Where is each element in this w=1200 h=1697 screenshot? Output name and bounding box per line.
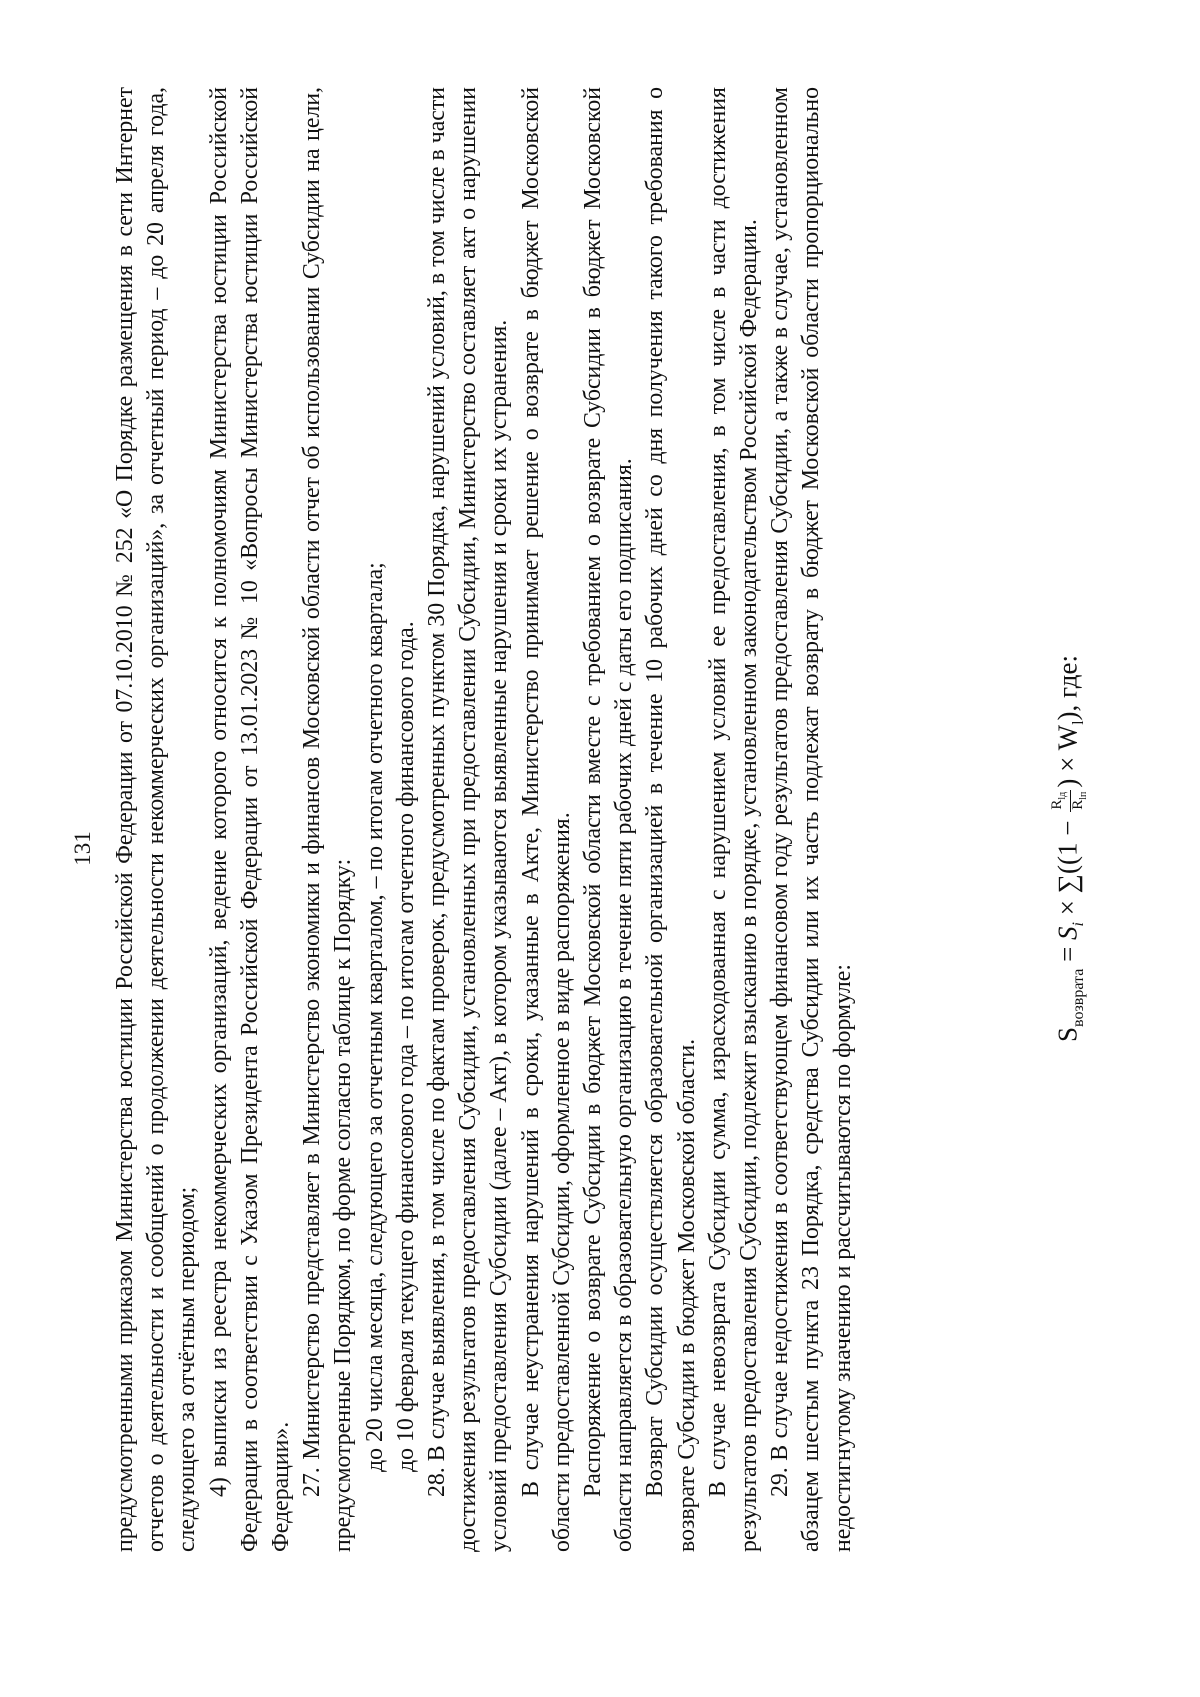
paragraph: 4) выписки из реестра некоммерческих организаций, ведение которого относится к полномочиям Министерства юстиции Российской Федерации в соответствии с Указом Президента Российской Федерации от 13.01.2023 № 10 «Вопросы Министерства юстиции Российской Федерации». xyxy=(205,87,295,1552)
paragraph: Распоряжение о возврате Субсидии в бюджет Московской области вместе с требованием о возврате Субсидии в бюджет Московской области направляется в образовательную организацию в течение пяти рабочих дней с даты его подписания. xyxy=(580,87,638,1552)
formula-lhs-subscript: возврата xyxy=(1070,968,1088,1027)
numerator-subscript: lд xyxy=(1057,791,1068,800)
formula-tail: ), где: xyxy=(1052,655,1083,721)
paragraph: 27. Министерство представляет в Министерство экономики и финансов Московской области отчет об использовании Субсидии на цели, предусмотренные Порядком, по форме согласно таблице к Порядку: xyxy=(299,87,357,1552)
paragraph: В случае неустранения нарушений в сроки, указанные в Акте, Министерство принимает решение о возврате в бюджет Московской области предоставленной Субсидии, оформленное в виде распоряжения. xyxy=(517,87,575,1552)
formula-si: S xyxy=(1052,926,1083,940)
paragraph: до 20 числа месяца, следующего за отчетным кварталом, – по итогам отчетного квартала; xyxy=(361,562,388,1472)
paragraph: до 10 февраля текущего финансового года – по итогам отчетного финансового года. xyxy=(392,621,419,1472)
fraction-numerator xyxy=(1050,790,1071,812)
formula-si-subscript: i xyxy=(1070,921,1088,927)
paragraph: 28. В случае выявления, в том числе по фактам проверок, предусмотренных пунктом 30 Порядка, нарушений условий, в том числе в части достижения результатов предоставления Субсидии, установленных при предоставлении Субсидии, Министерство составляет акт о нарушении условий предоставления Субсидии (далее – Акт), в котором указываются выявленные нарушения и сроки их устранения. xyxy=(424,87,513,1552)
formula-fraction xyxy=(1050,790,1091,812)
paragraph: предусмотренными приказом Министерства юстиции Российской Федерации от 07.10.2010 № 252 «О Порядке размещения в сети Интернет отчетов о деятельности и сообщений о продолжении деятельности некоммерческих организаций», за отчетный период – до 20 апреля года, следующего за отчётным периодом; xyxy=(112,87,201,1552)
formula-weight-subscript: l xyxy=(1070,720,1088,725)
paragraph: Возврат Субсидии осуществляется образовательной организацией в течение 10 рабочих дней со дня получения такого требования о возврате Субсидии в бюджет Московской области. xyxy=(642,87,700,1552)
fraction-denominator xyxy=(1071,790,1091,812)
paragraph: 29. В случае недостижения в соответствующем финансовом году результатов предоставления Субсидии, а также в случае, установленном абзацем шестым пункта 23 Порядка, средства Субсидии или их часть подлежат возврату в бюджет Московской области пропорционально недостигнутому значению и рассчитываются по формуле: xyxy=(767,87,856,1552)
formula-lhs: S xyxy=(1052,1026,1083,1042)
document-body xyxy=(110,87,859,1552)
denominator-subscript: lп xyxy=(1078,791,1089,800)
numerator-symbol: R xyxy=(1049,799,1065,810)
return-formula xyxy=(1050,0,1091,1697)
formula-equals: = xyxy=(1052,939,1083,969)
page-number: 131 xyxy=(70,831,95,866)
denominator-symbol: R xyxy=(1070,799,1086,810)
paragraph: В случае невозврата Субсидии сумма, израсходованная с нарушением условий ее предоставления, в том числе в части достижения результатов предоставления Субсидии, подлежит взысканию в порядке, установленном законодательством Российской Федерации. xyxy=(704,87,763,1552)
formula-weight: ) × W xyxy=(1052,724,1083,788)
formula-sum: × ∑((1 − xyxy=(1052,813,1083,922)
